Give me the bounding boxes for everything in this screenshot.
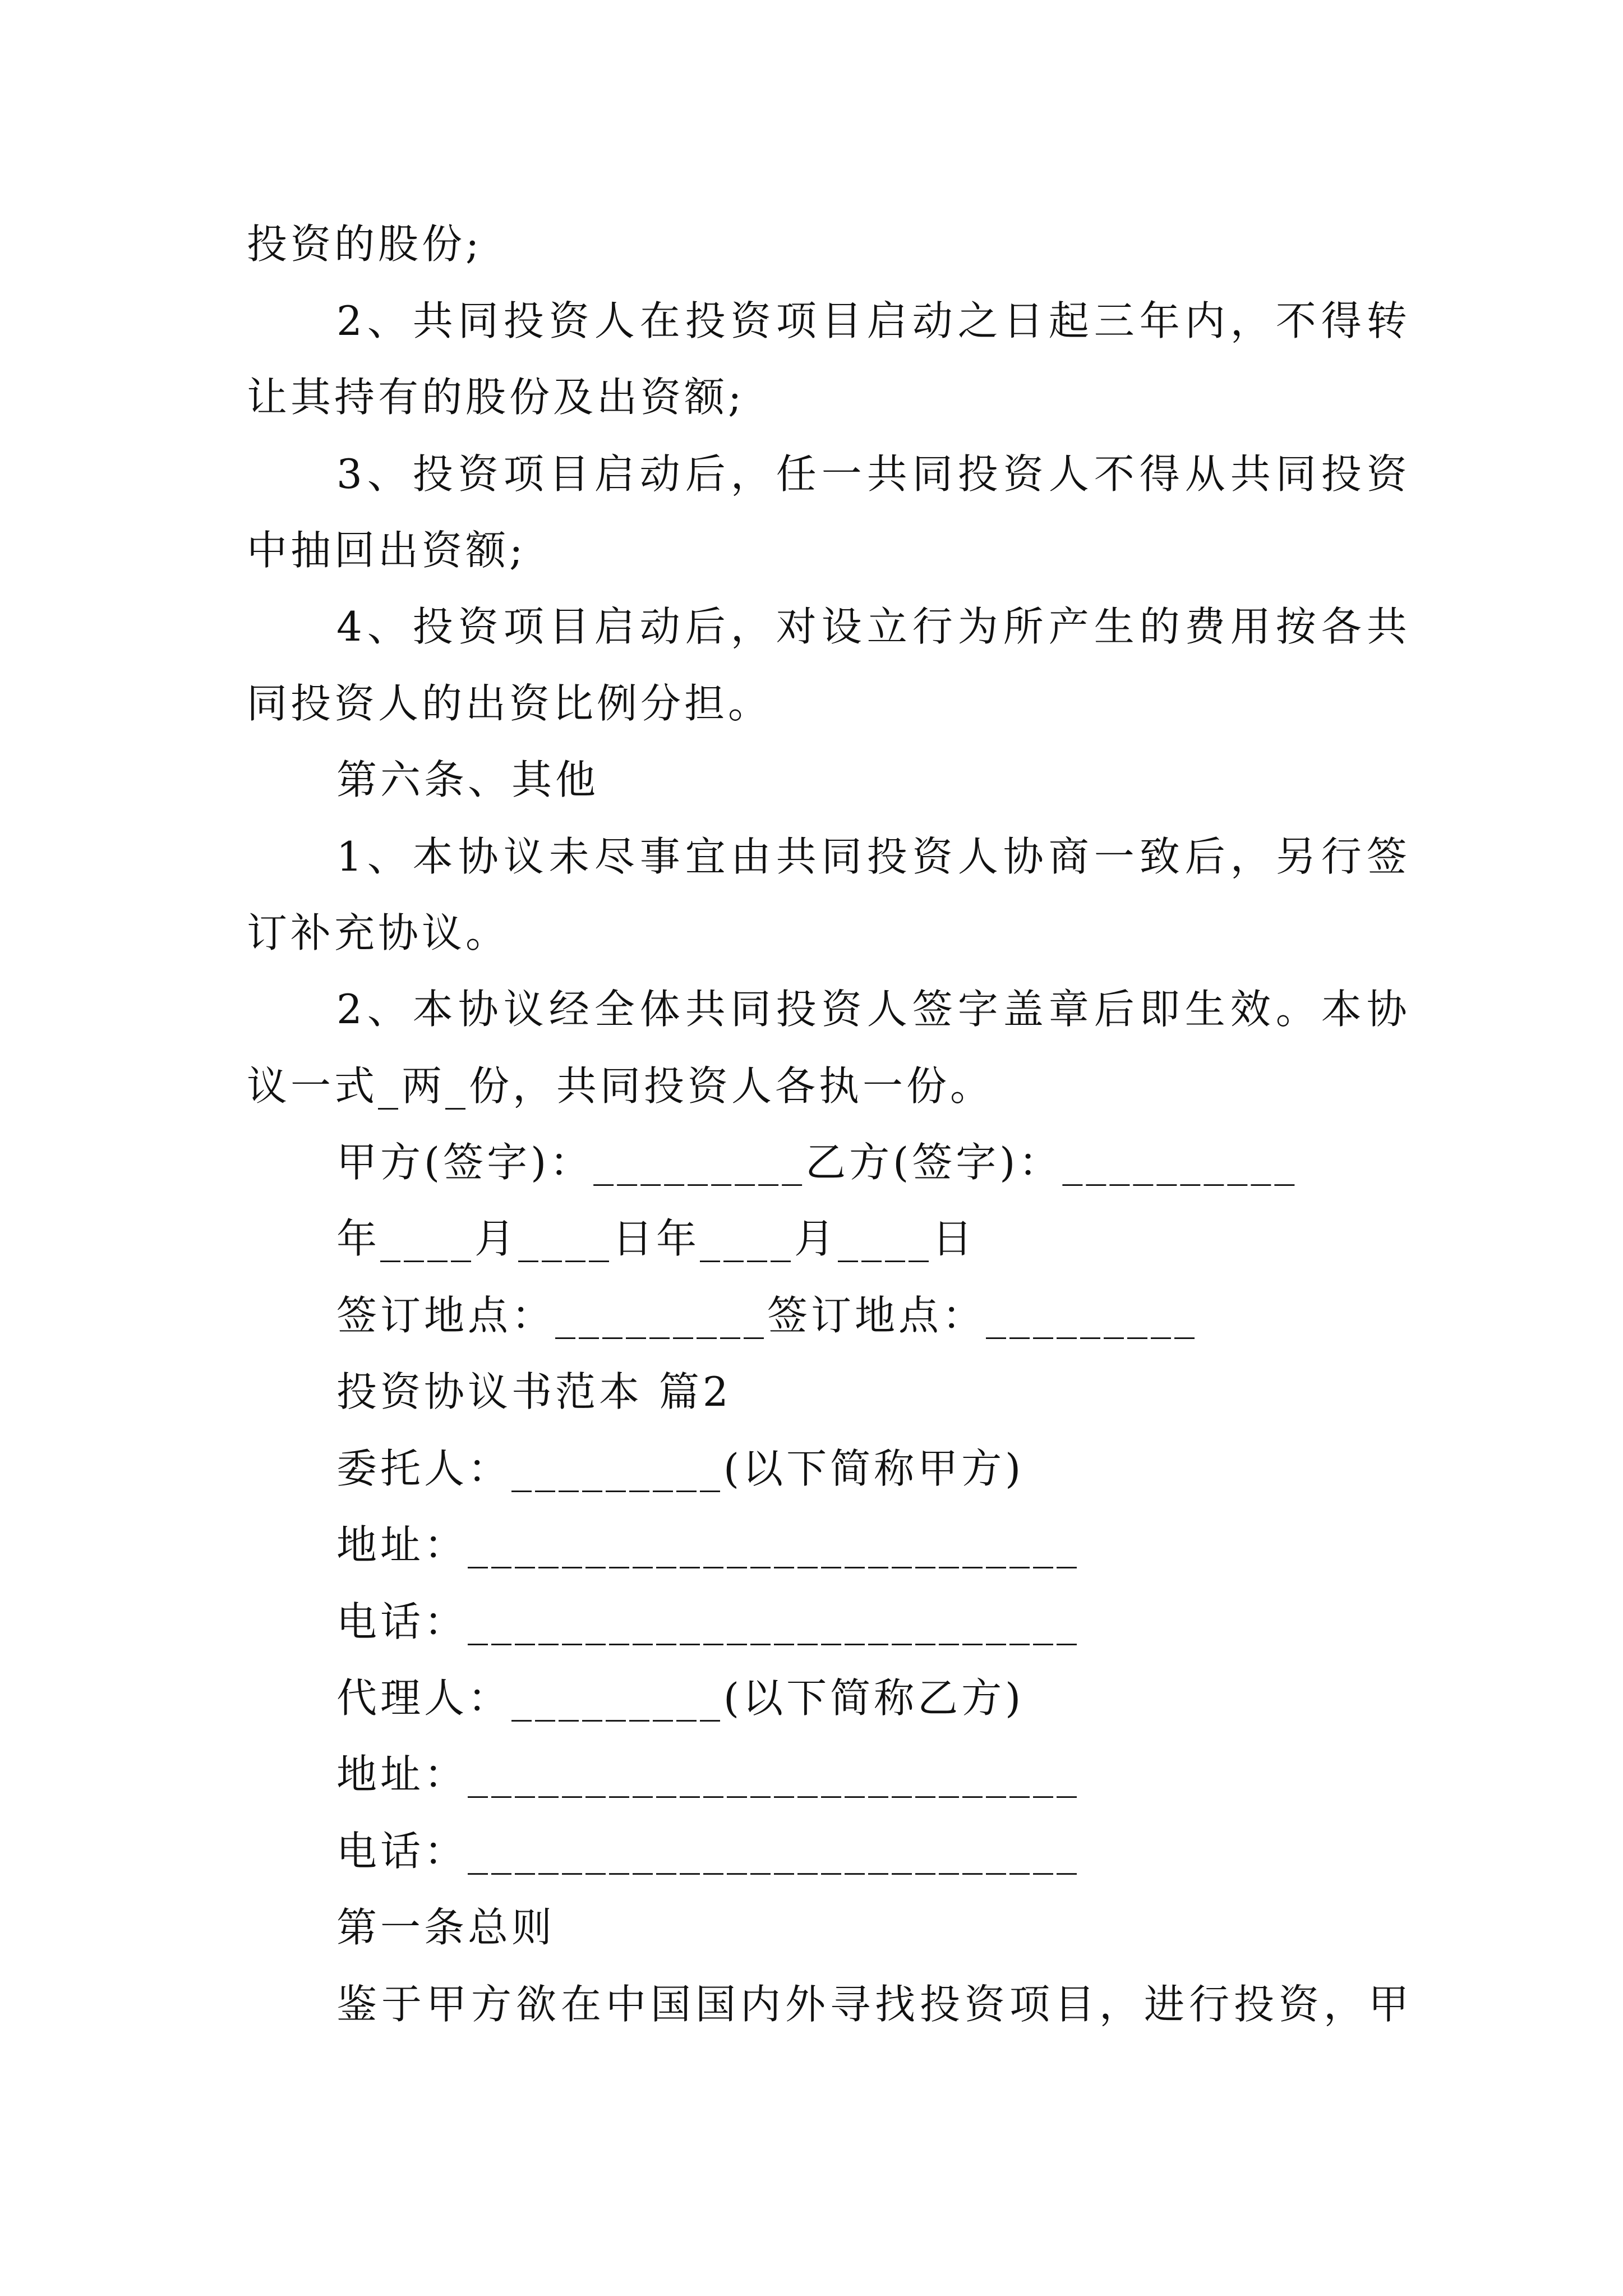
paragraph-line: 议一式_两_份，共同投资人各执一份。: [247, 1062, 994, 1110]
section-heading: 第六条、其他: [336, 756, 600, 803]
agent-line: 代理人：_________(以下简称乙方): [336, 1674, 1025, 1722]
paragraph-line: 订补充协议。: [247, 909, 510, 956]
address-line: 地址：__________________________: [336, 1751, 1081, 1798]
paragraph-line: 中抽回出资额;: [247, 527, 527, 574]
paragraph-line: 3、投资项目启动后，任一共同投资人不得从共同投资: [336, 450, 1412, 498]
paragraph-line: 1、本协议未尽事宜由共同投资人协商一致后，另行签: [336, 833, 1412, 880]
address-line: 地址：__________________________: [336, 1521, 1081, 1568]
paragraph-line: 4、投资项目启动后，对设立行为所产生的费用按各共: [336, 603, 1412, 650]
document-title: 投资协议书范本 篇2: [336, 1368, 732, 1415]
phone-line: 电话：__________________________: [336, 1598, 1081, 1645]
signing-place-line: 签订地点：_________签订地点：_________: [336, 1292, 1198, 1339]
phone-line: 电话：__________________________: [336, 1828, 1081, 1875]
signature-line: 甲方(签字)：_________乙方(签字)：__________: [336, 1139, 1298, 1186]
paragraph-line: 2、本协议经全体共同投资人签字盖章后即生效。本协: [336, 986, 1412, 1033]
paragraph-line: 让其持有的股份及出资额;: [247, 374, 745, 421]
date-line: 年____月____日年____月____日: [336, 1215, 976, 1262]
principal-line: 委托人：_________(以下简称甲方): [336, 1445, 1025, 1492]
paragraph-line: 2、共同投资人在投资项目启动之日起三年内，不得转: [336, 297, 1412, 344]
paragraph-line: 投资的股份;: [247, 220, 483, 268]
paragraph-line: 同投资人的出资比例分担。: [247, 680, 772, 727]
section-heading: 第一条总则: [336, 1904, 556, 1951]
paragraph-line: 鉴于甲方欲在中国国内外寻找投资项目，进行投资，甲: [336, 1981, 1414, 2028]
